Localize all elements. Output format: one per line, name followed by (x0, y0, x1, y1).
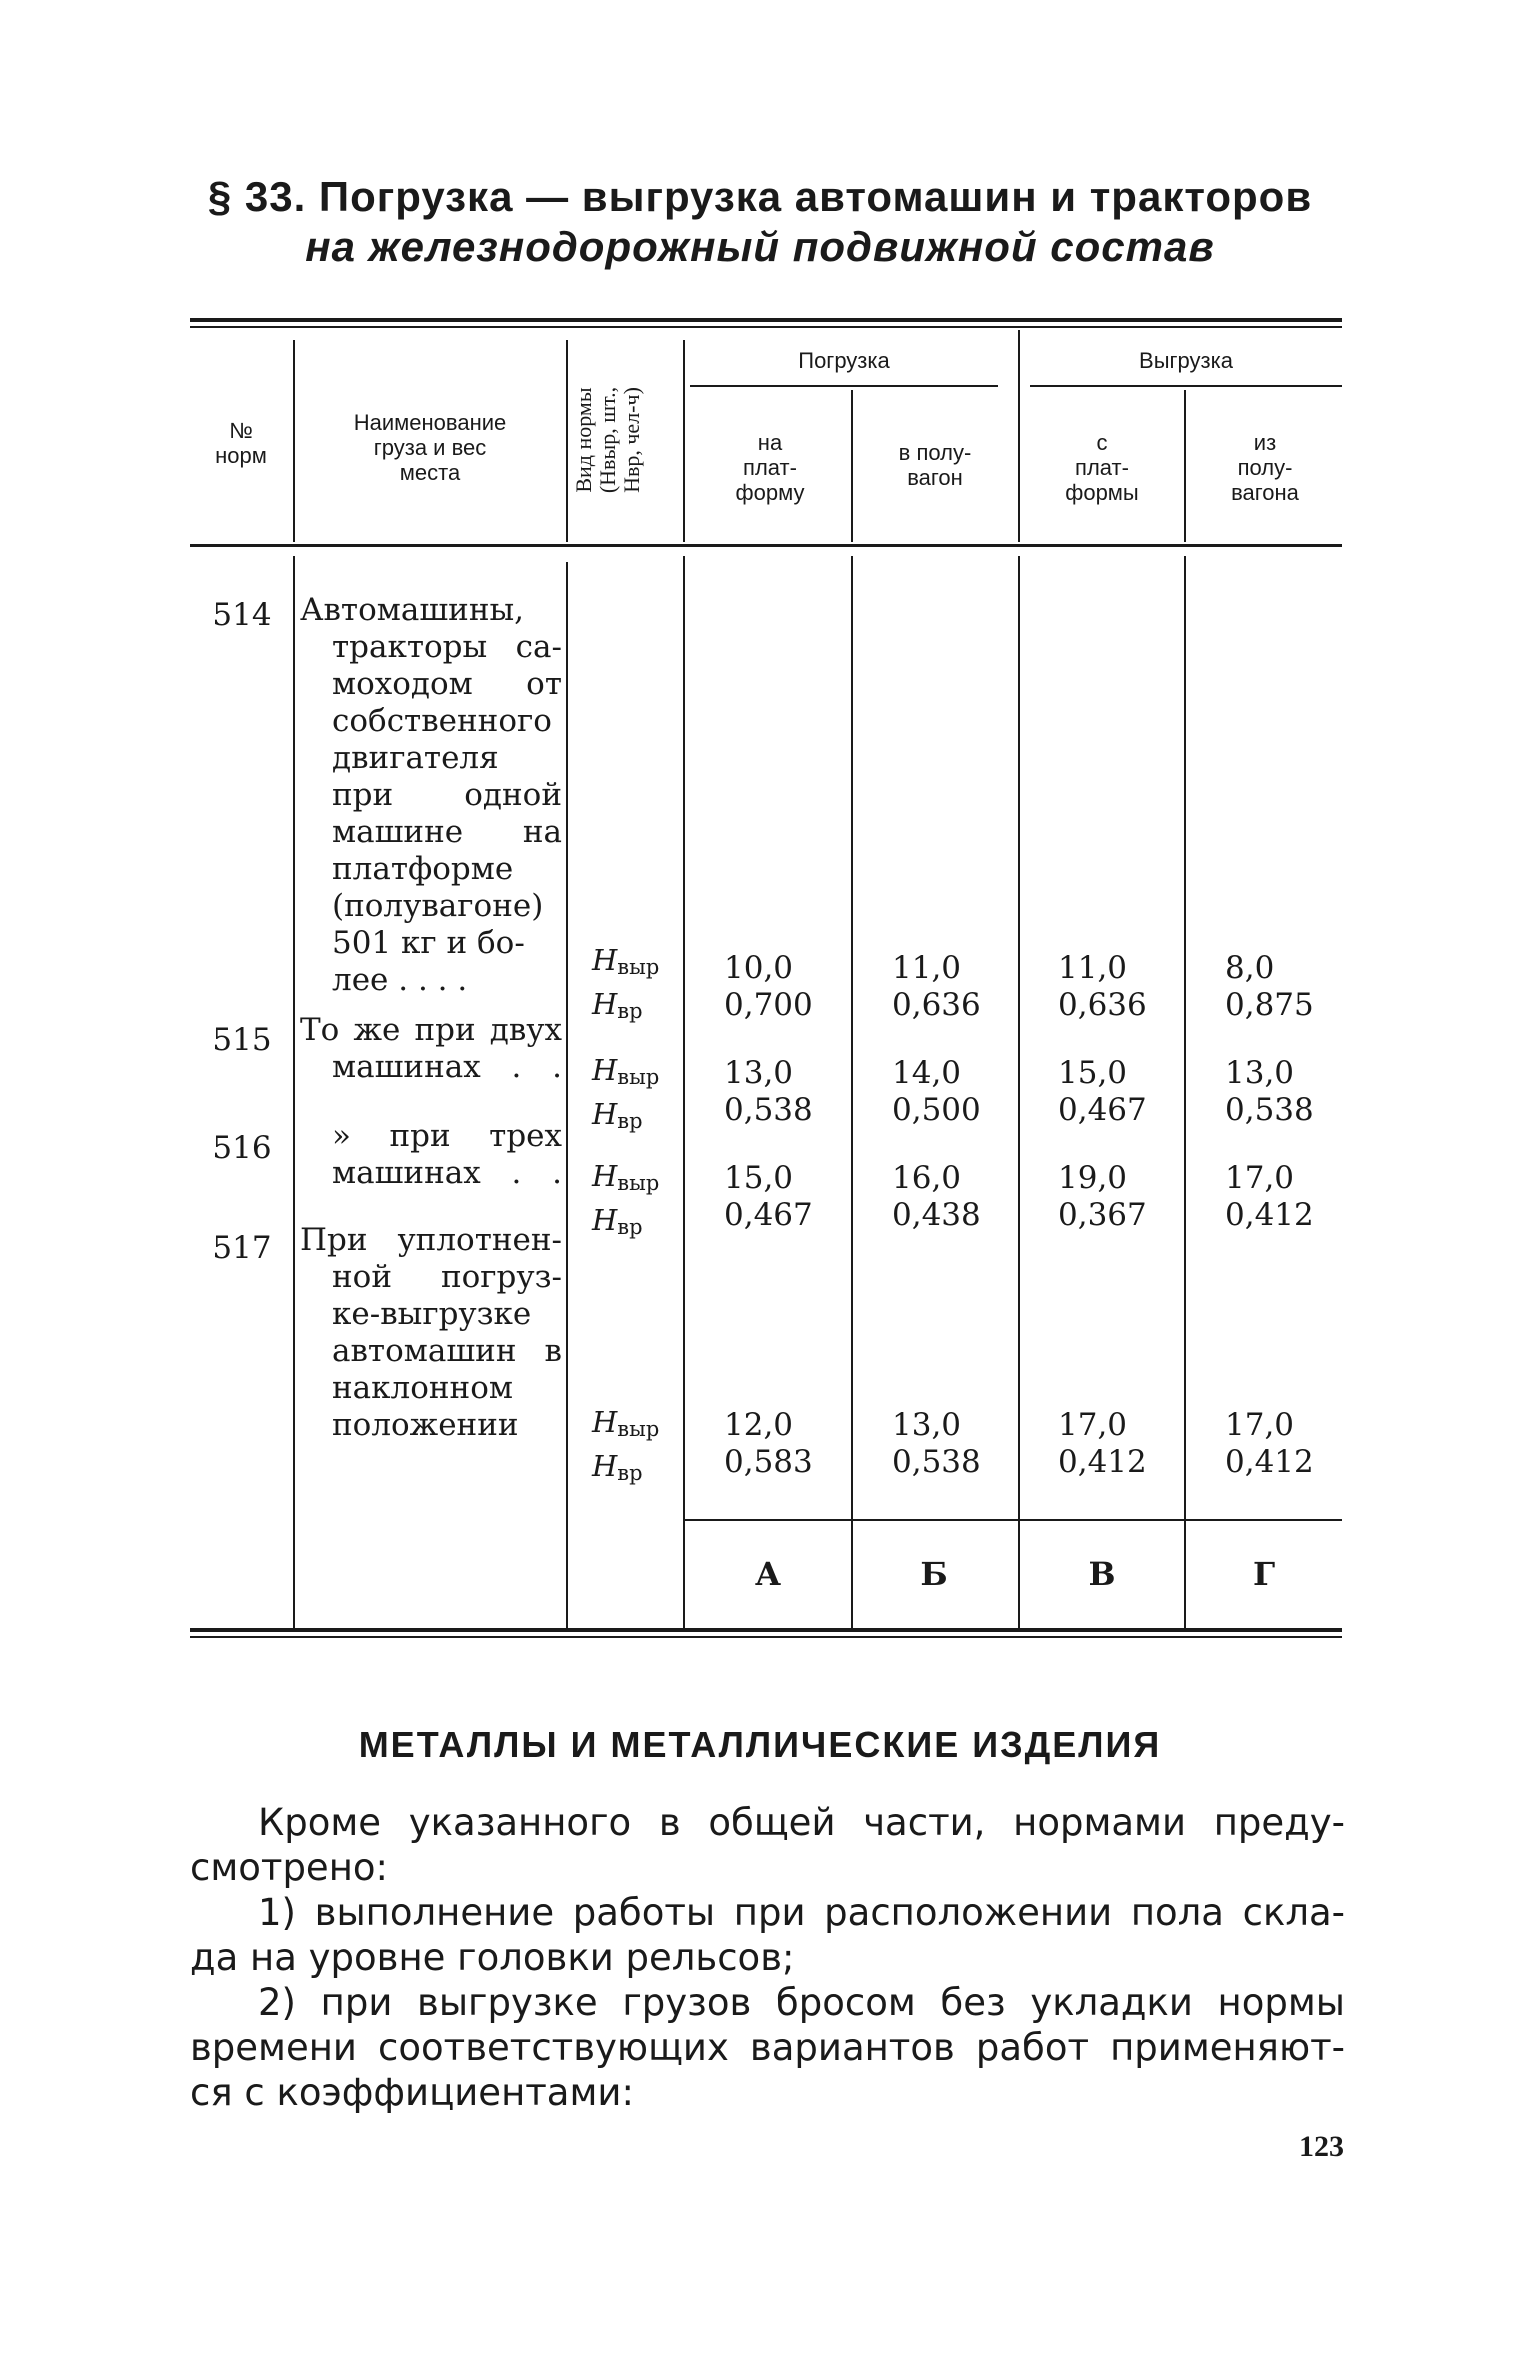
row-number: 515 (212, 1022, 272, 1058)
column-letter: А (754, 1555, 782, 1593)
value-unload-platform: 15,0 0,467 (1058, 1055, 1147, 1128)
row-name: То же при двух машинах . . (300, 1012, 562, 1085)
value-unload-platform: 11,0 0,636 (1058, 950, 1147, 1023)
value-unload-gondola: 13,0 0,538 (1225, 1055, 1314, 1128)
value-load-platform: 13,0 0,538 (724, 1055, 813, 1128)
vline (683, 340, 685, 542)
norm-kind: $Н_{выр}$ $Н_{вр}$ (592, 943, 660, 1023)
vline (1018, 330, 1020, 542)
value-unload-platform: 17,0 0,412 (1058, 1407, 1147, 1480)
title-line-2: на железнодорожный подвижной состав (305, 223, 1215, 270)
header-unloading: Выгрузка (1139, 348, 1233, 373)
paragraph-3: 2) при выгрузке грузов бросом без укладки нормы времени соответствующих вариантов работ применяют- ся с коэффициентами: (190, 1981, 1345, 2114)
row-name: Автомашины, тракторы са- моходом от собственного двигателя при одной машине на платформе (полувагоне) 501 кг и бо- лее . . . . (300, 592, 562, 998)
vline (293, 556, 295, 1628)
vline (851, 390, 853, 542)
value-unload-platform: 19,0 0,367 (1058, 1160, 1147, 1233)
value-load-platform: 15,0 0,467 (724, 1160, 813, 1233)
column-letter: Б (920, 1555, 948, 1593)
row-name: При уплотнен- ной погруз- ке-выгрузке автомашин в наклонном положении (300, 1222, 562, 1443)
header-load-platform: на плат- форму (735, 430, 805, 505)
norm-kind: $Н_{выр}$ $Н_{вр}$ (592, 1053, 660, 1133)
header-unload-gondola: из полу- вагона (1231, 430, 1299, 505)
letters-rule (685, 1519, 1342, 1521)
header-loading: Погрузка (798, 348, 890, 373)
table-bottom-rule-thin (190, 1636, 1342, 1638)
norm-kind: $Н_{выр}$ $Н_{вр}$ (592, 1159, 660, 1239)
column-letter: Г (1252, 1555, 1276, 1593)
header-num: № норм (215, 418, 267, 468)
value-load-gondola: 13,0 0,538 (892, 1407, 981, 1480)
vline (566, 562, 568, 1628)
vline (851, 556, 853, 1628)
header-name: Наименование груза и вес места (353, 410, 507, 485)
vline (293, 340, 295, 542)
row-number: 514 (212, 597, 272, 633)
row-number: 517 (212, 1230, 272, 1266)
norm-kind: $Н_{выр}$ $Н_{вр}$ (592, 1405, 660, 1485)
row-name: » при трех машинах . . (332, 1118, 562, 1191)
value-load-gondola: 11,0 0,636 (892, 950, 981, 1023)
value-unload-gondola: 8,0 0,875 (1225, 950, 1314, 1023)
table-top-rule (190, 318, 1342, 322)
title-line-1: § 33. Погрузка — выгрузка автомашин и тракторов (207, 173, 1313, 220)
value-load-gondola: 16,0 0,438 (892, 1160, 981, 1233)
value-load-platform: 10,0 0,700 (724, 950, 813, 1023)
paragraph-1: Кроме указанного в общей части, нормами преду- смотрено: (190, 1801, 1345, 1889)
hline (1030, 385, 1342, 387)
column-letter: В (1088, 1555, 1116, 1593)
section-title (150, 172, 1370, 272)
hline (690, 385, 998, 387)
header-kind: Вид нормы (Нвыр, шт., Нвр, чел-ч) (571, 386, 644, 494)
value-load-platform: 12,0 0,583 (724, 1407, 813, 1480)
table-top-rule-thin (190, 326, 1342, 328)
vline (566, 340, 568, 542)
value-unload-gondola: 17,0 0,412 (1225, 1160, 1314, 1233)
value-unload-gondola: 17,0 0,412 (1225, 1407, 1314, 1480)
header-bottom-rule (190, 544, 1342, 547)
section-heading: МЕТАЛЛЫ И МЕТАЛЛИЧЕСКИЕ ИЗДЕЛИЯ (358, 1724, 1162, 1765)
table-bottom-rule (190, 1628, 1342, 1632)
vline (1184, 390, 1186, 542)
value-load-gondola: 14,0 0,500 (892, 1055, 981, 1128)
header-unload-platform: с плат- формы (1065, 430, 1139, 505)
paragraph-2: 1) выполнение работы при расположении пола скла- да на уровне головки рельсов; (190, 1891, 1345, 1979)
vline (1184, 556, 1186, 1628)
page-number: 123 (1299, 2130, 1344, 2163)
vline (1018, 556, 1020, 1628)
row-number: 516 (212, 1130, 272, 1166)
header-load-gondola: в полу- вагон (898, 440, 972, 490)
